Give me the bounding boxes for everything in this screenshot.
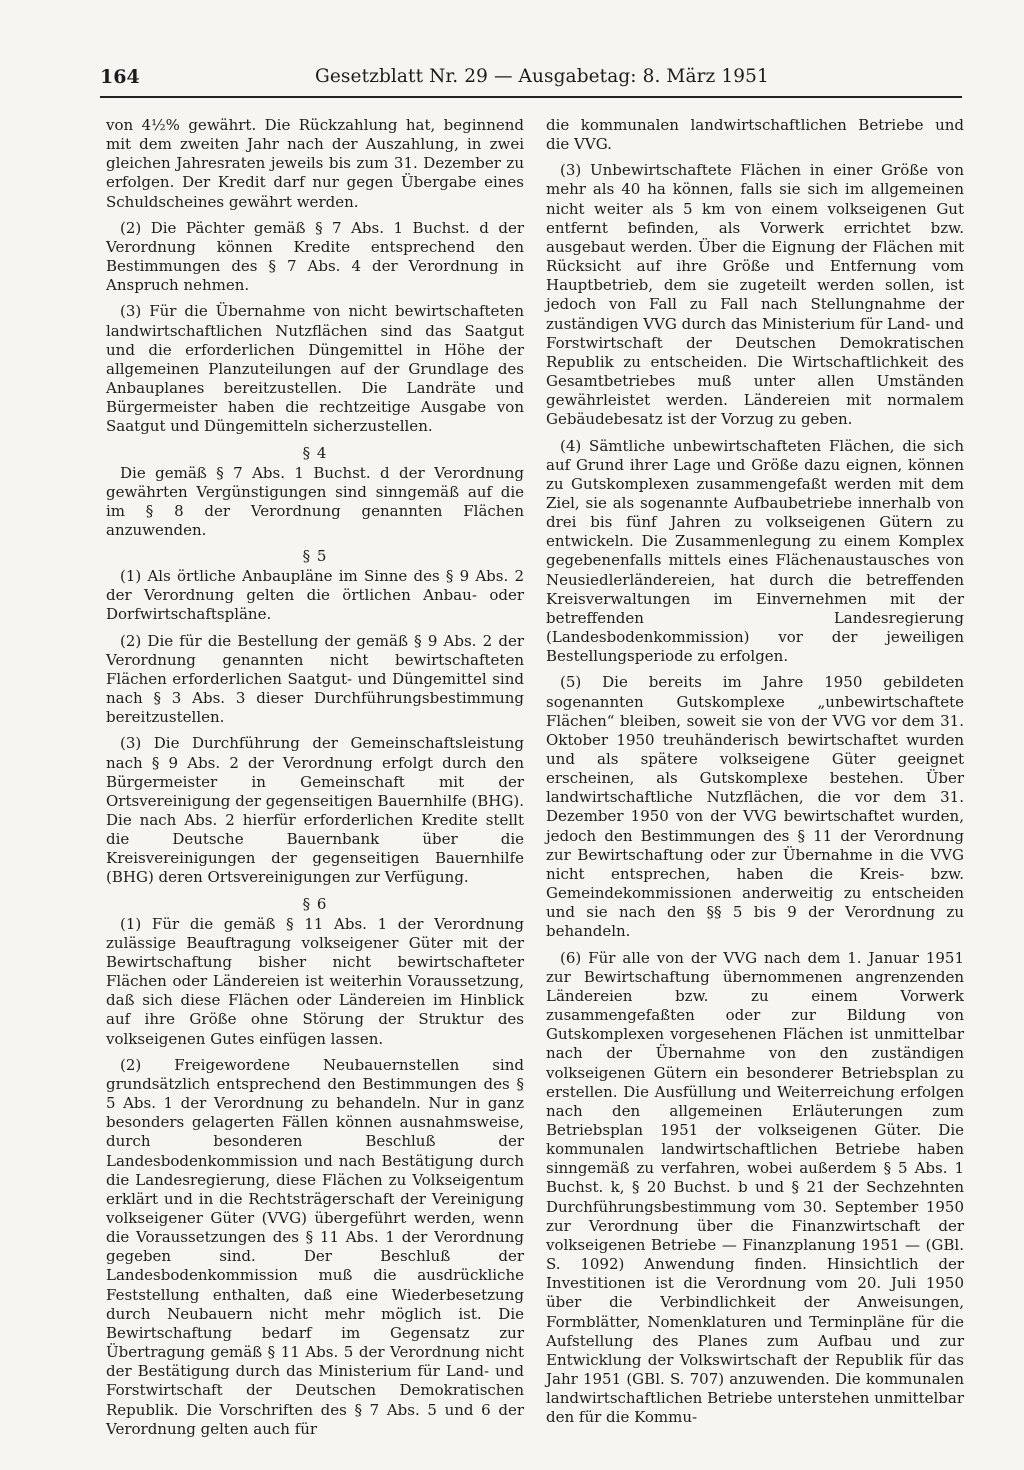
section-heading: § 4: [302, 443, 328, 462]
paragraph: (5) Die bereits im Jahre 1950 gebildeten sogenannten Gutskomplexe „unbewirtschaftete Flächen“ bleiben, soweit sie von der VVG vor dem 31. Oktober 1950 treuhänderisch bewirtschaftet wurden und als spätere volkseigene Güter geeignet erscheinen, als Gutskomplexe bestehen. Über landwirtschaftliche Nutzflächen, die vor dem 31. Dezember 1950 von der VVG bewirtschaftet wurden, jedoch den Bestimmungen des § 11 der Verordnung zur Bewirtschaftung oder zur Übernahme in die VVG nicht entsprechen, haben die Kreis- bzw. Gemeindekommissionen anderweitig zu entscheiden und sie nach den §§ 5 bis 9 der Verordnung zu behandeln.: [546, 673, 964, 941]
paragraph: (3) Unbewirtschaftete Flächen in einer Größe von mehr als 40 ha können, falls sie sich im allgemeinen nicht weiter als 5 km von einem volkseigenen Gut entfernt befinden, als Vorwerk errichtet bzw. ausgebaut werden. Über die Eignung der Flächen mit Rücksicht auf ihre Größe und Entfernung vom Hauptbetrieb, dem sie zugeteilt werden sollen, ist jedoch von Fall zu Fall nach Stellungnahme der zuständigen VVG durch das Ministerium für Land- und Forstwirtschaft der Deutschen Demokratischen Republik zu entscheiden. Die Wirtschaftlichkeit des Gesamtbetriebes muß unter allen Umständen gewährleistet werden. Ländereien mit normalem Gebäudebesatz ist der Vorzug zu geben.: [546, 161, 964, 429]
page-number: 164: [100, 66, 140, 88]
left-column: [106, 116, 524, 1446]
paragraph: (2) Freigewordene Neubauernstellen sind grundsätzlich entsprechend den Bestimmungen des § 5 Abs. 1 der Verordnung zu behandeln. Nur in ganz besonders gelagerten Fällen können ausnahmsweise, durch besonderen Beschluß der Landesbodenkommission und nach Bestätigung durch die Landesregierung, diese Flächen zu Volkseigentum erklärt und in die Rechtsträgerschaft der Vereinigung volkseigener Güter (VVG) übergeführt werden, wenn die Voraussetzungen des § 11 Abs. 1 der Verordnung gegeben sind. Der Beschluß der Landesbodenkommission muß die ausdrückliche Feststellung enthalten, daß eine Wiederbesetzung durch Neubauern nicht mehr möglich ist. Die Bewirtschaftung bedarf im Gegensatz zur Übertragung gemäß § 11 Abs. 5 der Verordnung nicht der Bestätigung durch das Ministerium für Land- und Forstwirtschaft der Deutschen Demokratischen Republik. Die Vorschriften des § 7 Abs. 5 und 6 der Verordnung gelten auch für: [106, 1055, 524, 1438]
paragraph: von 4½% gewährt. Die Rückzahlung hat, beginnend mit dem zweiten Jahr nach der Auszahlung, in zwei gleichen Jahresraten jeweils bis zum 31. Dezember zu erfolgen. Der Kredit darf nur gegen Übergabe eines Schuldscheines gewährt werden.: [106, 116, 524, 211]
section-heading: § 6: [302, 894, 328, 913]
page-header: [100, 66, 962, 98]
paragraph: Die gemäß § 7 Abs. 1 Buchst. d der Verordnung gewährten Vergünstigungen sind sinngemäß auf die im § 8 der Verordnung genannten Flächen anzuwenden.: [106, 463, 524, 539]
paragraph: (2) Die Pächter gemäß § 7 Abs. 1 Buchst. d der Verordnung können Kredite entsprechend den Bestimmungen des § 7 Abs. 4 der Verordnung in Anspruch nehmen.: [106, 218, 524, 295]
paragraph: (1) Als örtliche Anbaupläne im Sinne des § 9 Abs. 2 der Verordnung gelten die örtlichen Anbau- oder Dorfwirtschaftspläne.: [106, 567, 524, 624]
paragraph: (6) Für alle von der VVG nach dem 1. Januar 1951 zur Bewirtschaftung übernommenen angrenzenden Ländereien bzw. zu einem Vorwerk zusammengefaßten oder zur Bildung von Gutskomplexen vorgesehenen Flächen ist unmittelbar nach der Übernahme von den zuständigen volkseigenen Gütern ein besonderer Betriebsplan zu erstellen. Die Ausfüllung und Weiterreichung erfolgen nach den allgemeinen Erläuterungen zum Betriebsplan 1951 der volkseigenen Güter. Die kommunalen landwirtschaftlichen Betriebe haben sinngemäß zu verfahren, wobei außerdem § 5 Abs. 1 Buchst. k, § 20 Buchst. b und § 21 der Sechzehnten Durchführungsbestimmung vom 30. September 1950 zur Verordnung über die Finanzwirtschaft der volkseigenen Betriebe — Finanzplanung 1951 — (GBl. S. 1092) Anwendung finden. Hinsichtlich der Investitionen ist die Verordnung vom 20. Juli 1950 über die Verbindlichkeit der Anweisungen, Formblätter, Nomenklaturen und Terminpläne für die Aufstellung des Planes zum Aufbau und zur Entwicklung der Volkswirtschaft der Republik für das Jahr 1951 (GBl. S. 707) anzuwenden. Die kommunalen landwirtschaftlichen Betriebe unterstehen unmittelbar den für die Kommu-: [546, 948, 964, 1427]
paragraph: die kommunalen landwirtschaftlichen Betriebe und die VVG.: [546, 116, 964, 154]
paragraph: (3) Für die Übernahme von nicht bewirtschafteten landwirtschaftlichen Nutzflächen sind das Saatgut und die erforderlichen Düngemittel in Höhe der allgemeinen Planzuteilungen auf der Grundlage des Anbauplanes bereitzustellen. Die Landräte und Bürgermeister haben die rechtzeitige Ausgabe von Saatgut und Düngemitteln sicherzustellen.: [106, 302, 524, 436]
paragraph: (2) Die für die Bestellung der gemäß § 9 Abs. 2 der Verordnung genannten nicht bewirtschafteten Flächen erforderlichen Saatgut- und Düngemittel sind nach § 3 Abs. 3 dieser Durchführungsbestimmung bereitzustellen.: [106, 631, 524, 727]
paragraph: (4) Sämtliche unbewirtschafteten Flächen, die sich auf Grund ihrer Lage und Größe dazu eignen, können zu Gutskomplexen zusammengefaßt werden mit dem Ziel, sie als sogenannte Aufbaubetriebe innerhalb von drei bis fünf Jahren zu volkseigenen Gütern zu entwickeln. Die Zusammenlegung zu einem Komplex gegebenenfalls mittels eines Flächenaustausches von Neusiedlerländereien, hat durch die betreffenden Kreisverwaltungen im Einvernehmen mit der betreffenden Landesregierung (Landesbodenkommission) vor der jeweiligen Bestellungsperiode zu erfolgen.: [546, 436, 964, 666]
section-heading: § 5: [302, 547, 328, 566]
running-head: Gesetzblatt Nr. 29 — Ausgabetag: 8. März 1951: [315, 66, 769, 87]
paragraph: (3) Die Durchführung der Gemeinschaftsleistung nach § 9 Abs. 2 der Verordnung erfolgt durch den Bürgermeister in Gemeinschaft mit der Ortsvereinigung der gegenseitigen Bauernhilfe (BHG). Die nach Abs. 2 hierfür erforderlichen Kredite stellt die Deutsche Bauernbank über die Kreisvereinigungen der gegenseitigen Bauernhilfe (BHG) deren Ortsvereinigungen zur Verfügung.: [106, 734, 524, 887]
right-column: [546, 116, 964, 1434]
paragraph: (1) Für die gemäß § 11 Abs. 1 der Verordnung zulässige Beauftragung volkseigener Güter mit der Bewirtschaftung bisher nicht bewirtschafteter Flächen oder Ländereien ist weiterhin Voraussetzung, daß sich diese Flächen oder Ländereien im Hinblick auf ihre Größe ohne Störung der Struktur des volkseigenen Gutes einfügen lassen.: [106, 914, 524, 1048]
